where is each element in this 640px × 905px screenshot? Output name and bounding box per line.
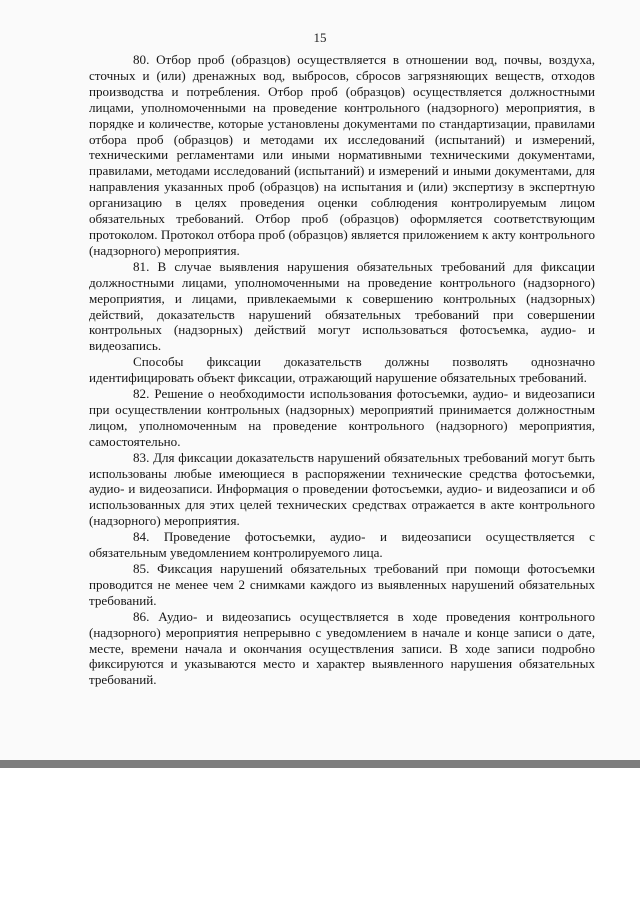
paragraph-81: 81. В случае выявления нарушения обязательных требований для фиксации должностными лицами, уполномоченными на проведение контрольного (надзорного) мероприятия, и лицами, привлекаемыми к совершению контрольных (надзорных) действий, доказательств нарушений обязательных требований при совершении контрольных (надзорных) действий могут использоваться фотосъемка, аудио- и видеозапись. — [89, 258, 595, 354]
paragraph-85: 85. Фиксация нарушений обязательных требований при помощи фотосъемки проводится не менее чем 2 снимками каждого из выявленных нарушений обязательных требований. — [89, 561, 595, 608]
paragraph-80: 80. Отбор проб (образцов) осуществляется в отношении вод, почвы, воздуха, сточных и (или) дренажных вод, выбросов, сбросов загрязняющих веществ, отходов производства и потребления. Отбор проб (образцов) осуществляется должностными лицами, уполномоченными на проведение контрольного (надзорного) мероприятия, в порядке и количестве, которые установлены документами по стандартизации, правилами отбора проб (образцов) и методами их исследований (испытаний) и измерений, техническими регламентами или иными нормативными техническими документами, правилами, методами исследований (испытаний) и измерений и иными документами, для направления указанных проб (образцов) на испытания и (или) экспертизу в экспертную организацию в целях проведения оценки соблюдения контролируемым лицом обязательных требований. Отбор проб (образцов) оформляется соответствующим протоколом. Протокол отбора проб (образцов) является приложением к акту контрольного (надзорного) мероприятия. — [89, 52, 595, 258]
page-number: 15 — [313, 30, 327, 45]
paragraph-83: 83. Для фиксации доказательств нарушений обязательных требований могут быть использованы любые имеющиеся в распоряжении технические средства фотосъемки, аудио- и видеозаписи. Информация о проведении фотосъемки, аудио- и видеозаписи и об использованных для этих целей технических средствах отражается в акте контрольного (надзорного) мероприятия. — [89, 449, 595, 529]
document-body — [89, 52, 595, 688]
paragraph-86: 86. Аудио- и видеозапись осуществляется в ходе проведения контрольного (надзорного) мероприятия непрерывно с уведомлением в начале и конце записи о дате, месте, времени начала и окончания осуществления записи. В ходе записи подробно фиксируются и указываются место и характер выявленного нарушения обязательных требований. — [89, 608, 595, 688]
paragraph-81-methods: Способы фиксации доказательств должны позволять однозначно идентифицировать объект фиксации, отражающий нарушение обязательных требований. — [89, 354, 595, 386]
paragraph-82: 82. Решение о необходимости использования фотосъемки, аудио- и видеозаписи при осуществлении контрольных (надзорных) мероприятий принимается должностным лицом, уполномоченным на проведение контрольного (надзорного) мероприятия, самостоятельно. — [89, 386, 595, 449]
paragraph-84: 84. Проведение фотосъемки, аудио- и видеозаписи осуществляется с обязательным уведомлением контролируемого лица. — [89, 529, 595, 561]
